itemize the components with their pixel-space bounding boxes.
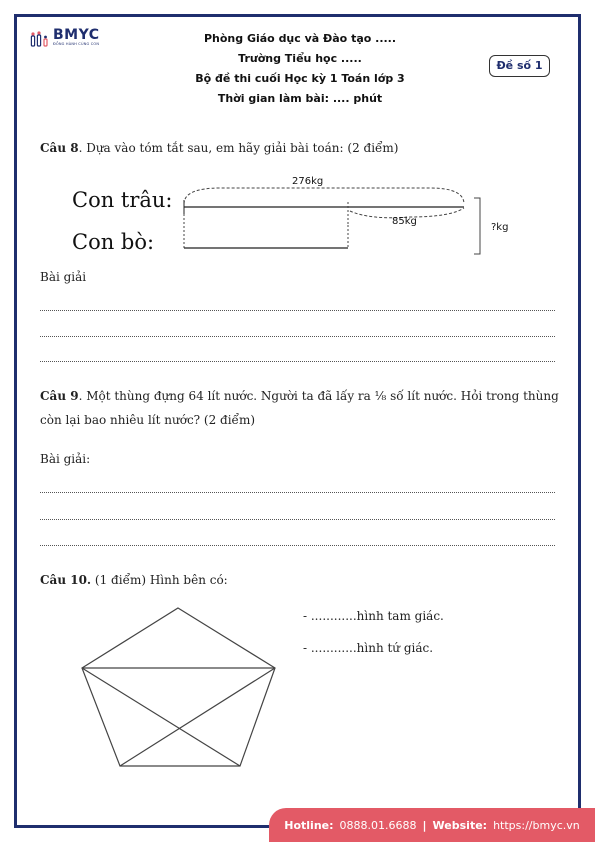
difference-label: 85kg	[392, 216, 417, 227]
question-8-label: Câu 8	[40, 141, 79, 155]
summary-diagram	[70, 170, 520, 260]
exam-number-badge: Đề số 1	[489, 55, 550, 77]
question-9-text-2: còn lại bao nhiêu lít nước? (2 điểm)	[40, 413, 256, 427]
header-line-3: Bộ đề thi cuối Học kỳ 1 Toán lớp 3	[195, 72, 405, 85]
answer-line[interactable]	[40, 519, 555, 520]
buffalo-label: Con trâu:	[72, 188, 173, 212]
hotline-label: Hotline:	[284, 818, 334, 832]
question-9-text-1: . Một thùng đựng 64 lít nước. Người ta đã lấy ra ⅛ số lít nước. Hỏi trong thùng	[78, 389, 559, 403]
answer-triangles[interactable]: - ............hình tam giác.	[303, 609, 444, 623]
website-link[interactable]: https://bmyc.vn	[493, 818, 580, 832]
answer-line[interactable]	[40, 336, 555, 337]
unknown-label: ?kg	[491, 222, 509, 233]
question-9-label: Câu 9	[40, 389, 79, 403]
ox-label: Con bò:	[72, 230, 155, 254]
footer-separator: |	[422, 818, 427, 832]
question-9-solution-label: Bài giải:	[40, 452, 91, 466]
question-8-solution-label: Bài giải	[40, 270, 87, 284]
answer-line[interactable]	[40, 545, 555, 546]
question-8	[40, 136, 399, 160]
question-10-text: (1 điểm) Hình bên có:	[91, 573, 228, 587]
logo-name: BMYC	[53, 27, 100, 43]
answer-line[interactable]	[40, 361, 555, 362]
question-8-text: . Dựa vào tóm tắt sau, em hãy giải bài toán: (2 điểm)	[78, 141, 399, 155]
family-icon	[30, 28, 50, 48]
logo	[30, 28, 100, 48]
total-weight-label: 276kg	[292, 176, 324, 187]
answer-line[interactable]	[40, 310, 555, 311]
question-10	[40, 568, 228, 592]
answer-quadrilaterals[interactable]: - ............hình tứ giác.	[303, 641, 434, 655]
pentagon-figure	[80, 606, 280, 770]
website-label: Website:	[432, 818, 488, 832]
answer-line[interactable]	[40, 492, 555, 493]
header-line-1: Phòng Giáo dục và Đào tạo .....	[203, 32, 397, 45]
question-10-label: Câu 10.	[40, 573, 92, 587]
exam-header	[150, 29, 450, 109]
hotline-number[interactable]: 0888.01.6688	[339, 818, 417, 832]
question-9	[40, 384, 559, 432]
header-line-2: Trường Tiểu học .....	[238, 52, 362, 65]
logo-tagline: ĐỒNG HÀNH CÙNG CON	[53, 42, 100, 46]
header-line-4: Thời gian làm bài: .... phút	[217, 92, 383, 105]
footer-bar	[269, 808, 595, 842]
